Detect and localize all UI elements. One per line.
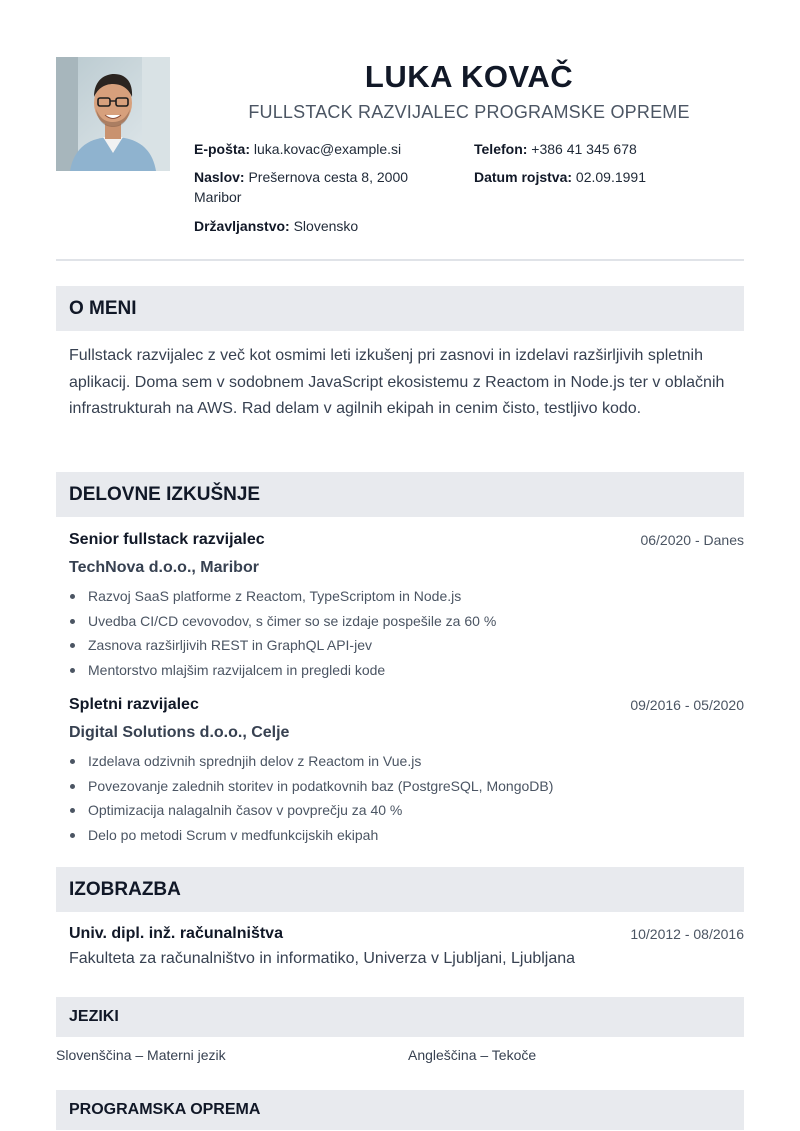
bullet-item: Uvedba CI/CD cevovodov, s čimer so se izdaje pospešile za 60 %: [69, 609, 744, 634]
phone-label: Telefon:: [474, 141, 528, 157]
bullet-item: Zasnova razširljivih REST in GraphQL API-jev: [69, 633, 744, 658]
address-value: Prešernova cesta 8, 2000 Maribor: [194, 169, 409, 205]
resume-header: [56, 56, 744, 261]
job-company: TechNova d.o.o., Maribor: [69, 559, 259, 576]
bullet-item: Delo po metodi Scrum v medfunkcijskih ekipah: [69, 823, 744, 848]
contact-address: [194, 167, 449, 207]
email-label: E-pošta:: [194, 141, 250, 157]
language-item: Angleščina – Tekoče: [408, 1047, 537, 1063]
contact-citizenship: [194, 216, 464, 236]
education-header: [69, 922, 744, 946]
birth-label: Datum rojstva:: [474, 169, 573, 185]
section-title-languages: JEZIKI: [56, 997, 744, 1037]
bullet-item: Mentorstvo mlajšim razvijalcem in pregledi kode: [69, 658, 744, 683]
job-dates: 06/2020 - Danes: [640, 532, 744, 548]
phone-value[interactable]: +386 41 345 678: [531, 141, 637, 157]
job-title: Senior fullstack razvijalec: [69, 531, 265, 548]
section-title-experience: DELOVNE IZKUŠNJE: [56, 472, 744, 517]
job-title: Spletni razvijalec: [69, 696, 199, 713]
header-divider: [56, 259, 744, 261]
bullet-item: Izdelava odzivnih sprednjih delov z Reactom in Vue.js: [69, 749, 744, 774]
profile-photo: [56, 57, 170, 171]
job-header: [69, 693, 744, 717]
school-name: Fakulteta za računalništvo in informatiko, Univerza v Ljubljani, Ljubljana: [69, 950, 576, 967]
degree-title: Univ. dipl. inž. računalništva: [69, 925, 283, 942]
job-dates: 09/2016 - 05/2020: [630, 697, 744, 713]
education-entry: [69, 922, 744, 971]
job-bullets: [69, 749, 744, 847]
job-company: Digital Solutions d.o.o., Celje: [69, 724, 290, 741]
citizenship-value: Slovensko: [293, 218, 359, 234]
portrait-image: [56, 57, 170, 171]
contact-phone: [474, 139, 744, 159]
citizenship-label: Državljanstvo:: [194, 218, 290, 234]
section-title-education: IZOBRAZBA: [56, 867, 744, 912]
job-entry: [69, 693, 744, 847]
section-title-software: PROGRAMSKA OPREMA: [56, 1090, 744, 1130]
job-bullets: [69, 584, 744, 682]
address-label: Naslov:: [194, 169, 245, 185]
job-role: FULLSTACK RAZVIJALEC PROGRAMSKE OPREME: [248, 102, 690, 122]
about-text: Fullstack razvijalec z več kot osmimi leti izkušenj pri zasnovi in izdelavi razširljivih spletnih aplikacij. Doma sem v sodobnem JavaScript ekosistemu z Reactom in Node.js ter v oblačnih infrastrukturah na AWS. Rad delam v agilnih ekipah in cenim čisto, testljivo kodo.: [69, 347, 725, 417]
contact-email: [194, 139, 464, 159]
job-entry: [69, 528, 744, 682]
full-name: LUKA KOVAČ: [364, 59, 574, 94]
email-value[interactable]: luka.kovac@example.si: [253, 141, 402, 157]
bullet-item: Povezovanje zalednih storitev in podatkovnih baz (PostgreSQL, MongoDB): [69, 774, 744, 799]
contact-birth: [474, 167, 744, 187]
language-item: Slovenščina – Materni jezik: [56, 1047, 226, 1063]
bullet-item: Razvoj SaaS platforme z Reactom, TypeScriptom in Node.js: [69, 584, 744, 609]
name-block: [194, 56, 744, 123]
education-dates: 10/2012 - 08/2016: [630, 926, 744, 942]
resume-page: [56, 56, 744, 1118]
bullet-item: Optimizacija nalagalnih časov v povprečju za 40 %: [69, 798, 744, 823]
section-title-about: O MENI: [56, 286, 744, 331]
job-header: [69, 528, 744, 552]
birth-value: 02.09.1991: [575, 169, 646, 185]
